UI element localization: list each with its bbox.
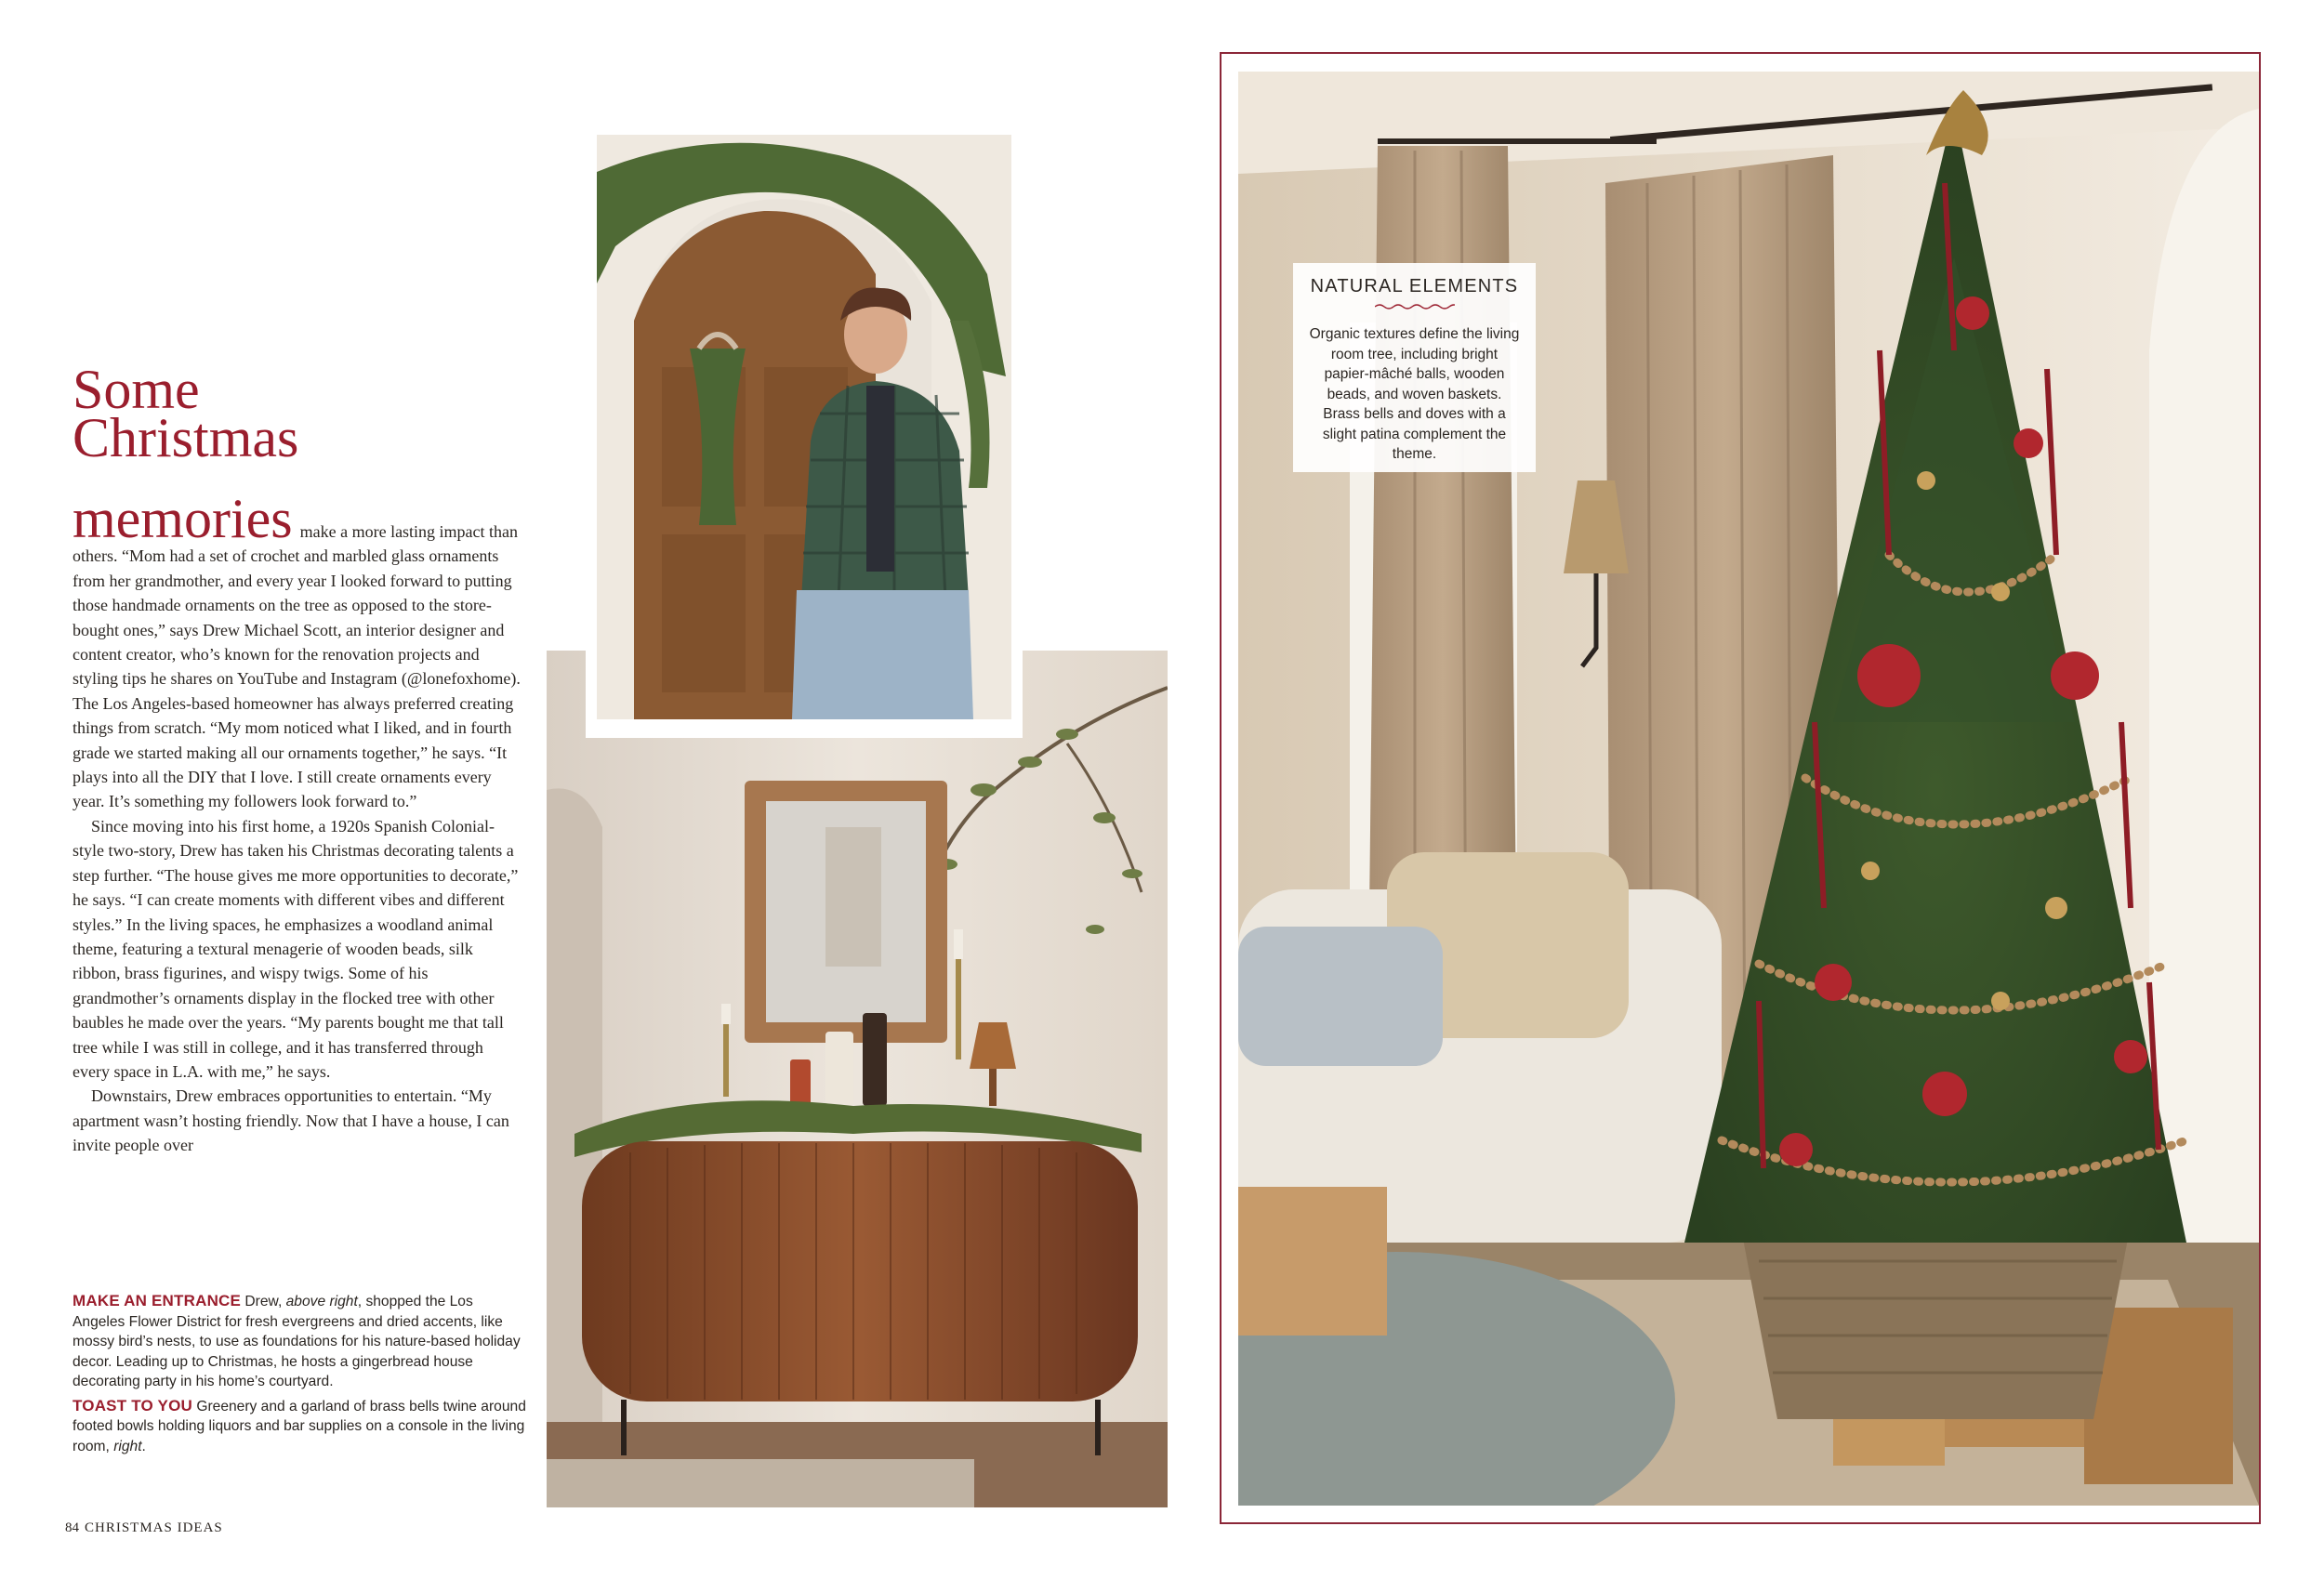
caption-text: , shopped the Los Angeles Flower District for fresh evergreens and dried accents, like mossy bird’s nests, to use as foundations for his nature-based holiday decor. Leading up to Christmas, he hosts a gingerbread house decorating party in his home’s courtyard. bbox=[73, 1294, 521, 1389]
page-folio bbox=[65, 1520, 223, 1536]
publication-name: CHRISTMAS IDEAS bbox=[85, 1520, 223, 1535]
caption-toast-to-you bbox=[73, 1396, 528, 1457]
sidebar-text: Organic textures define the living room tree, including bright papier-mâché balls, wooden beads, and woven baskets. Brass bells and doves with a slight patina complement the theme. bbox=[1309, 326, 1520, 462]
wavy-divider-icon bbox=[1375, 303, 1455, 310]
caption-label: MAKE AN ENTRANCE bbox=[73, 1292, 242, 1309]
caption-label: TOAST TO YOU bbox=[73, 1396, 192, 1415]
photo-entrance-portrait bbox=[597, 135, 1011, 719]
entrance-illustration bbox=[597, 135, 1011, 719]
photo-captions bbox=[73, 1291, 528, 1460]
headline bbox=[73, 359, 482, 468]
caption-direction: above right bbox=[285, 1294, 358, 1309]
paragraph-1-text: make a more lasting impact than others. “Mom had a set of crochet and marbled glass ornaments from her grandmother, and every year I looked forward to putting those handmade ornaments on the tree as opposed to the store-bought ones,” says Drew Michael Scott, an interior designer and content creator, who’s known for the renovation projects and styling tips he shares on YouTube and Instagram (@lonefoxhome). The Los Angeles-based homeowner has always preferred creating things from scratch. “My mom noticed what I liked, and in fourth grade we started making all our ornaments together,” he says. “It plays into all the DIY that I love. I still create ornaments every year. It’s something my followers look forward to.” bbox=[73, 522, 521, 811]
headline-line-3: memories bbox=[73, 488, 293, 549]
photo-bar-console bbox=[547, 651, 1168, 1507]
caption-direction: right bbox=[113, 1438, 142, 1454]
caption-text: Greenery and a garland of brass bells twine around footed bowls holding liquors and bar supplies on a console in the living room, bbox=[73, 1398, 526, 1454]
caption-make-an-entrance bbox=[73, 1291, 528, 1392]
headline-line-1: Some bbox=[73, 359, 200, 420]
caption-text: . bbox=[141, 1438, 146, 1454]
article-body bbox=[73, 488, 524, 1158]
sidebar-title: NATURAL ELEMENTS bbox=[1310, 276, 1519, 296]
article-paragraph-1 bbox=[73, 488, 524, 814]
caption-text: Drew, bbox=[244, 1294, 286, 1309]
sidebar-natural-elements bbox=[1293, 263, 1536, 472]
bar-console-illustration bbox=[547, 651, 1168, 1507]
headline-line-2: Christmas bbox=[73, 407, 299, 468]
article-paragraph-2: Since moving into his first home, a 1920s Spanish Colonial-style two-story, Drew has taken his Christmas decorating talents a step further. “The house gives me more opportunities to decorate,” he says. “I can create moments with different vibes and different styles.” In the living spaces, he emphasizes a woodland animal theme, featuring a textural menagerie of wooden beads, silk ribbon, brass figurines, and wispy twigs. Some of his grandmother’s ornaments display in the flocked tree with other baubles he made over the years. “My parents bought me that tall tree while I was still in college, and it has transferred through every space in L.A. with me,” he says. bbox=[73, 816, 519, 1081]
page-number: 84 bbox=[65, 1520, 79, 1535]
article-paragraph-3: Downstairs, Drew embraces opportunities to entertain. “My apartment wasn’t hosting friendly. Now that I have a house, I can invite people over bbox=[73, 1086, 509, 1155]
